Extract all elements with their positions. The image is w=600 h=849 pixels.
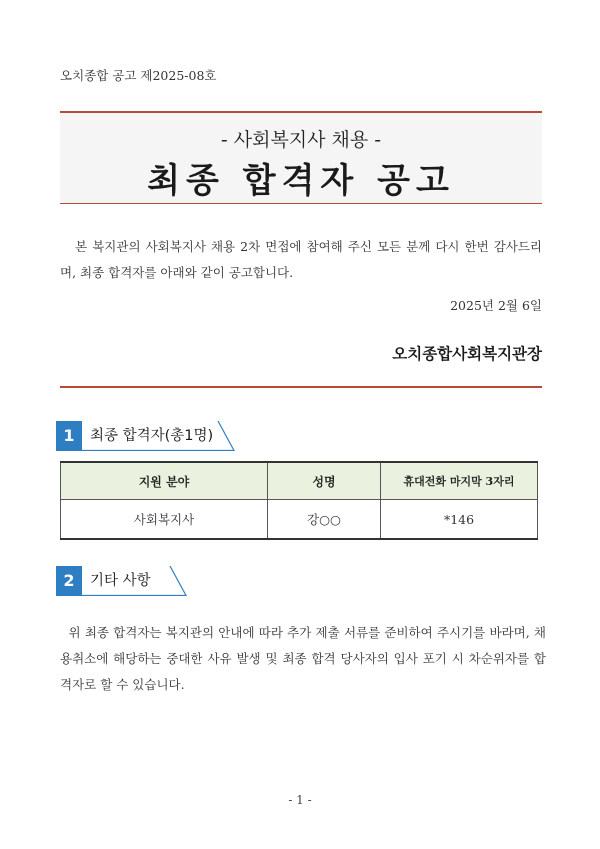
closing-text: 위 최종 합격자는 복지관의 안내에 따라 추가 제출 서류를 준비하여 주시기를 바라며, 채용취소에 해당하는 중대한 사유 발생 및 최종 합격 당사자의 입사 포기 시 차순위자를 합격자로 할 수 있습니다. — [60, 625, 547, 692]
section-number-1: 1 — [56, 421, 82, 451]
page-subtitle: - 사회복지사 채용 - — [220, 129, 382, 151]
section-divider — [60, 386, 542, 388]
page-title: 최종 합격자 공고 — [147, 161, 455, 201]
section-heading-2 — [56, 566, 188, 596]
intro-paragraph — [60, 234, 542, 286]
table-row — [61, 500, 538, 540]
cell-name: 강○○ — [268, 500, 381, 540]
column-header-phone: 휴대전화 마지막 3자리 — [381, 462, 538, 500]
signer-name: 오치종합사회복지관장 — [392, 345, 542, 363]
page-number: - 1 - — [288, 793, 312, 807]
cell-field: 사회복지사 — [61, 500, 268, 540]
announcement-date: 2025년 2월 6일 — [450, 298, 542, 313]
title-box — [60, 111, 542, 204]
table-header-row — [61, 462, 538, 500]
cell-phone: *146 — [381, 500, 538, 540]
column-header-name: 성명 — [268, 462, 381, 500]
column-header-field: 지원 분야 — [61, 462, 268, 500]
section-heading-1 — [56, 421, 236, 451]
notice-number: 오치종합 공고 제2025-08호 — [60, 68, 217, 83]
section-number-2: 2 — [56, 566, 82, 596]
intro-text: 본 복지관의 사회복지사 채용 2차 면접에 참여해 주신 모든 분께 다시 한번 감사드리며, 최종 합격자를 아래와 같이 공고합니다. — [60, 239, 542, 280]
results-table — [60, 461, 538, 540]
closing-paragraph — [60, 620, 546, 698]
section-label-1: 최종 합격자(총1명) — [90, 428, 214, 444]
section-label-2: 기타 사항 — [90, 573, 151, 589]
